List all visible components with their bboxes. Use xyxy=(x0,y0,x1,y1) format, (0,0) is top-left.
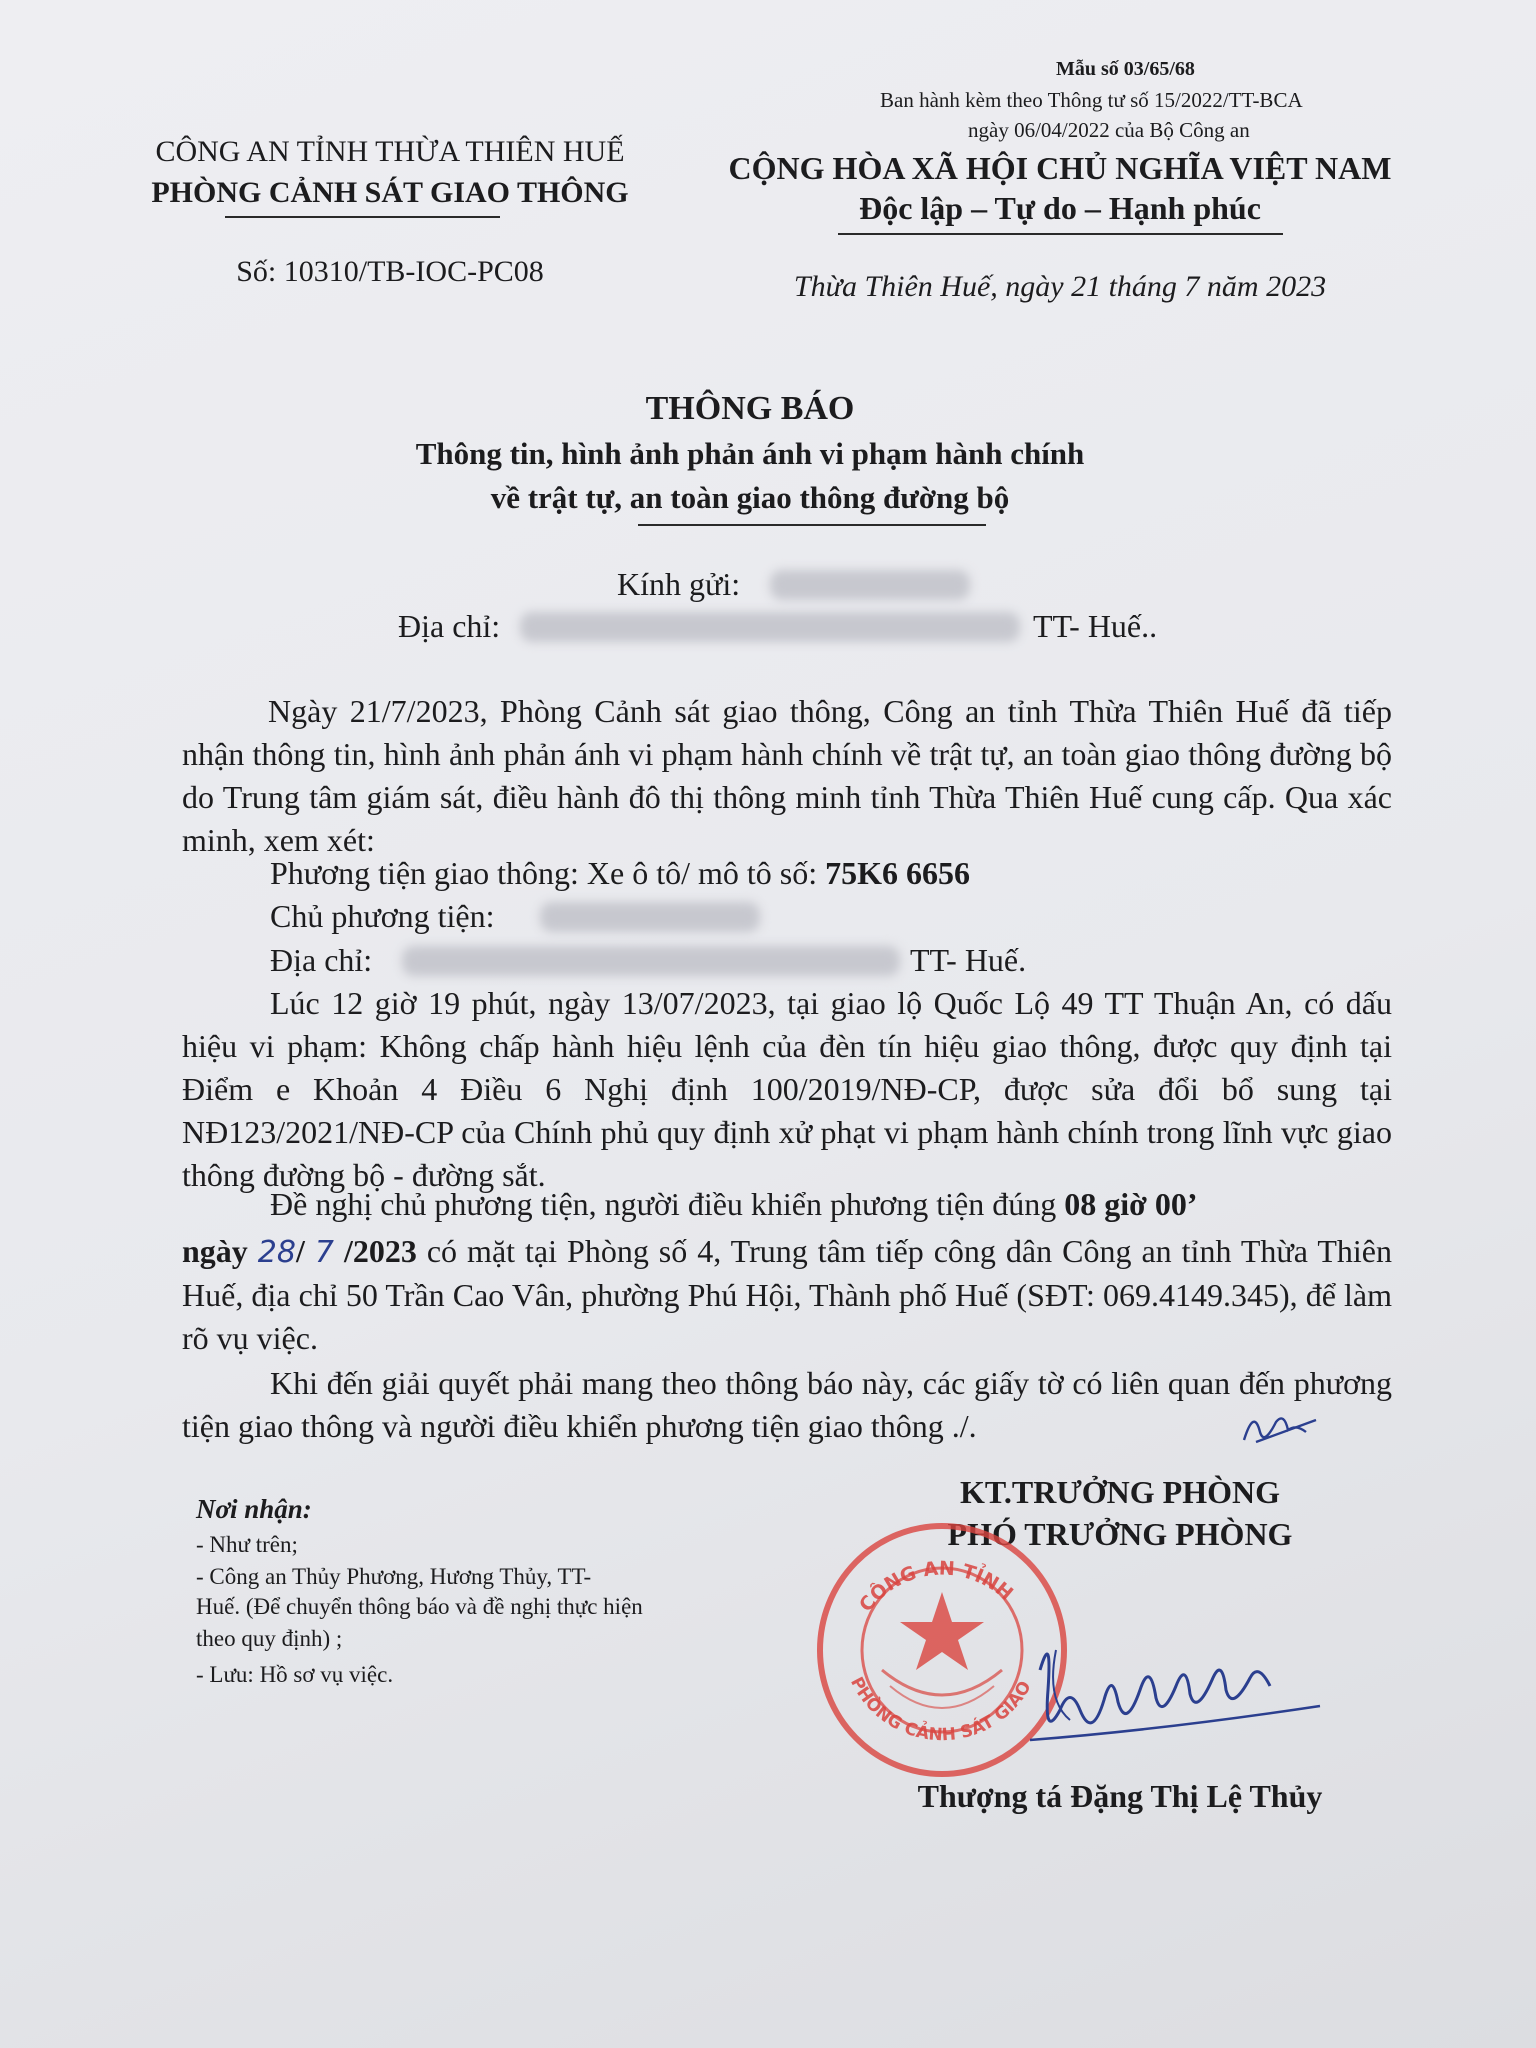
redacted-recipient-address xyxy=(520,612,1020,642)
paragraph-receipt: Ngày 21/7/2023, Phòng Cảnh sát giao thông, Công an tỉnh Thừa Thiên Huế đã tiếp nhận thông tin, hình ảnh phản ánh vi phạm hành chính về trật tự, an toàn giao thông đường bộ do Trung tâm giám sát, điều hành đô thị thông minh tỉnh Thừa Thiên Huế cung cấp. Qua xác minh, xem xét: xyxy=(182,693,1392,858)
agency-name: CÔNG AN TỈNH THỪA THIÊN HUẾ xyxy=(155,135,625,168)
redacted-owner-name xyxy=(540,902,760,932)
recipient-label: Kính gửi: xyxy=(617,566,741,602)
owner-address-suffix: TT- Huế. xyxy=(910,942,1027,978)
signature-subtitle: PHÓ TRƯỞNG PHÒNG xyxy=(947,1516,1293,1552)
vehicle-label: Phương tiện giao thông: Xe ô tô/ mô tô số: xyxy=(270,855,826,891)
title-underline xyxy=(638,524,986,526)
redacted-owner-address xyxy=(402,946,900,976)
recipients-item: Huế. (Để chuyển thông báo và đề nghị thực hiện xyxy=(196,1594,643,1619)
document-subtitle-line2: về trật tự, an toàn giao thông đường bộ xyxy=(490,480,1010,515)
recipients-item: - Như trên; xyxy=(196,1532,298,1557)
paragraph-appointment: ngày 28/ 7 /2023 có mặt tại Phòng số 4, Trung tâm tiếp công dân Công an tỉnh Thừa Thiên Huế, địa chỉ 50 Trần Cao Vân, phường Phú Hội, Thành phố Huế (SĐT: 069.4149.345), để làm rõ vụ việc. xyxy=(182,1233,1393,1356)
signature-title: KT.TRƯỞNG PHÒNG xyxy=(960,1474,1280,1510)
stamp-text-bottom: PHÒNG CẢNH SÁT GIAO xyxy=(846,1673,1036,1746)
national-motto: Độc lập – Tự do – Hạnh phúc xyxy=(859,190,1261,226)
recipient-address-suffix: TT- Huế.. xyxy=(1033,608,1158,644)
handwritten-signature xyxy=(1000,1590,1330,1790)
motto-underline xyxy=(838,233,1283,235)
place-date: Thừa Thiên Huế, ngày 21 tháng 7 năm 2023 xyxy=(793,270,1327,303)
document-subtitle-line1: Thông tin, hình ảnh phản ánh vi phạm hành chính xyxy=(415,436,1085,471)
recipients-item: theo quy định) ; xyxy=(196,1626,343,1651)
handwritten-day: 28 xyxy=(257,1235,296,1270)
form-issued-with: Ban hành kèm theo Thông tư số 15/2022/TT-BCA xyxy=(880,88,1303,112)
recipients-item: - Lưu: Hồ sơ vụ việc. xyxy=(196,1662,394,1687)
recipient-address-label: Địa chỉ: xyxy=(398,608,501,644)
handwritten-month: 7 xyxy=(314,1235,334,1270)
department-underline xyxy=(225,216,500,218)
document-number: Số: 10310/TB-IOC-PC08 xyxy=(236,255,544,288)
license-plate: 75K6 6656 xyxy=(825,855,971,891)
form-number: Mẫu số 03/65/68 xyxy=(1056,58,1195,80)
appointment-line: Đề nghị chủ phương tiện, người điều khiển phương tiện đúng 08 giờ 00’ xyxy=(270,1186,1198,1222)
paragraph-violation: Lúc 12 giờ 19 phút, ngày 13/07/2023, tại giao lộ Quốc Lộ 49 TT Thuận An, có dấu hiệu vi phạm: Không chấp hành hiệu lệnh của đèn tín hiệu giao thông, được quy định tại Điểm e Khoản 4 Điều 6 Nghị định 100/2019/NĐ-CP, được sửa đổi bổ sung tại NĐ123/2021/NĐ-CP của Chính phủ quy định xử phạt vi phạm hành chính trong lĩnh vực giao thông đường bộ - đường sắt. xyxy=(182,985,1392,1193)
appointment-year: /2023 xyxy=(343,1233,417,1269)
stamp-star-icon xyxy=(900,1592,984,1670)
department-name: PHÒNG CẢNH SÁT GIAO THÔNG xyxy=(151,176,629,209)
recipients-item: - Công an Thủy Phương, Hương Thủy, TT- xyxy=(196,1564,592,1589)
form-issued-date: ngày 06/04/2022 của Bộ Công an xyxy=(968,118,1250,142)
recipients-heading: Nơi nhận: xyxy=(196,1494,312,1524)
paragraph-documents: Khi đến giải quyết phải mang theo thông báo này, các giấy tờ có liên quan đến phương tiện giao thông và người điều khiển phương tiện giao thông ./. xyxy=(182,1365,1392,1444)
signer-name: Thượng tá Đặng Thị Lệ Thủy xyxy=(917,1778,1323,1814)
nation-name: CỘNG HÒA XÃ HỘI CHỦ NGHĨA VIỆT NAM xyxy=(728,150,1392,186)
owner-address-label: Địa chỉ: xyxy=(270,942,373,978)
owner-label: Chủ phương tiện: xyxy=(270,898,495,934)
redacted-recipient-name xyxy=(770,570,970,600)
document-title: THÔNG BÁO xyxy=(645,390,855,427)
appointment-time: 08 giờ 00’ xyxy=(1064,1186,1198,1222)
initials-mark xyxy=(1236,1402,1326,1454)
vehicle-line xyxy=(270,855,970,892)
stamp-text-top: CÔNG AN TỈNH xyxy=(854,1557,1018,1617)
